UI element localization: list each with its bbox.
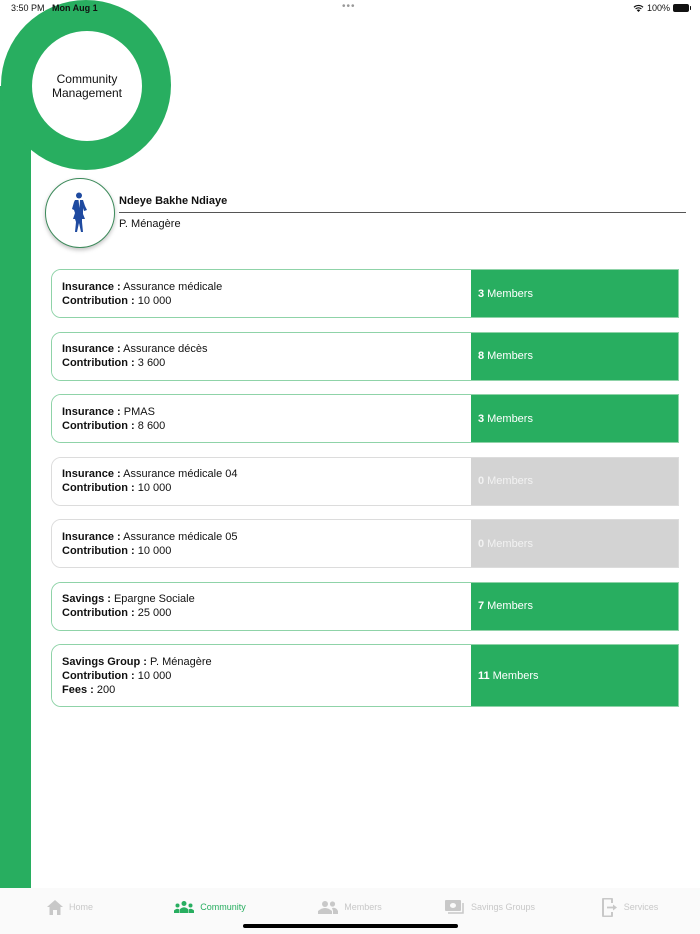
- program-info: [52, 520, 471, 567]
- header-title-container: [32, 31, 142, 141]
- header-ring: [1, 0, 171, 170]
- profile-name: Ndeye Bakhe Ndiaye: [119, 195, 228, 207]
- profile-role: P. Ménagère: [119, 218, 181, 230]
- tab-savings-groups[interactable]: [420, 888, 560, 926]
- services-icon: [602, 898, 618, 917]
- community-icon: [174, 901, 194, 913]
- status-bar: [0, 0, 700, 18]
- program-contribution: Contribution : 25 000: [62, 607, 172, 619]
- program-card[interactable]: [51, 519, 679, 568]
- tab-label: Services: [623, 902, 659, 912]
- battery-percent: 100%: [646, 3, 670, 13]
- program-info: [52, 458, 471, 505]
- status-date: Mon Aug 1: [52, 3, 98, 13]
- program-info: [52, 583, 471, 630]
- members-count-button[interactable]: 3 Members: [471, 270, 678, 317]
- tab-services[interactable]: [560, 888, 700, 926]
- program-card[interactable]: [51, 582, 679, 631]
- members-count-button[interactable]: 7 Members: [471, 583, 678, 630]
- woman-figure-icon: [70, 192, 90, 234]
- tab-community[interactable]: [140, 888, 280, 926]
- page-title-line2: Management: [51, 86, 123, 100]
- status-indicators: [633, 3, 689, 13]
- members-count-button[interactable]: 3 Members: [471, 395, 678, 442]
- program-type: Insurance : Assurance décès: [62, 343, 208, 355]
- side-accent-bar: [0, 86, 31, 888]
- program-card[interactable]: [51, 332, 679, 381]
- battery-icon: [673, 4, 689, 12]
- program-card[interactable]: [51, 644, 679, 707]
- tab-label: Community: [200, 902, 246, 912]
- program-fees: Fees : 200: [62, 683, 116, 696]
- program-card[interactable]: [51, 394, 679, 443]
- program-type: Insurance : Assurance médicale 05: [62, 530, 238, 543]
- members-count-button[interactable]: 8 Members: [471, 333, 678, 380]
- program-type: Savings Group : P. Ménagère: [62, 655, 212, 668]
- program-list: [51, 269, 679, 721]
- program-type: Insurance : PMAS: [62, 405, 155, 418]
- program-type: Insurance : Assurance médicale: [62, 280, 223, 293]
- program-info: [52, 395, 471, 442]
- avatar[interactable]: [45, 178, 115, 248]
- wifi-icon: [633, 4, 644, 12]
- page-title-line1: Community: [56, 72, 118, 86]
- program-info: [52, 333, 471, 380]
- program-contribution: Contribution : 8 600: [62, 419, 166, 432]
- members-count-button[interactable]: 0 Members: [471, 458, 678, 505]
- program-card[interactable]: [51, 457, 679, 506]
- home-icon: [47, 900, 63, 915]
- program-info: [52, 645, 471, 706]
- members-count-button[interactable]: 0 Members: [471, 520, 678, 567]
- program-contribution: Contribution : 10 000: [62, 482, 172, 494]
- members-icon: [318, 901, 338, 914]
- savings-groups-icon: [445, 900, 465, 915]
- tab-label: Members: [344, 902, 382, 912]
- profile-divider: [119, 212, 686, 213]
- members-count-button[interactable]: 11 Members: [471, 645, 678, 706]
- program-type: Insurance : Assurance médicale 04: [62, 468, 238, 480]
- status-time: 3:50 PM: [11, 3, 45, 13]
- program-type: Savings : Epargne Sociale: [62, 593, 195, 605]
- program-contribution: Contribution : 3 600: [62, 357, 166, 369]
- program-contribution: Contribution : 10 000: [62, 544, 172, 557]
- program-contribution: Contribution : 10 000: [62, 294, 172, 307]
- program-info: [52, 270, 471, 317]
- home-indicator[interactable]: [243, 924, 458, 928]
- tab-label: Home: [68, 902, 93, 912]
- program-contribution: Contribution : 10 000: [62, 669, 172, 682]
- tab-home[interactable]: [0, 888, 140, 926]
- tab-label: Savings Groups: [470, 902, 536, 912]
- multitasking-dots-icon[interactable]: •••: [342, 1, 356, 12]
- program-card[interactable]: [51, 269, 679, 318]
- tab-members[interactable]: [280, 888, 420, 926]
- page-title: [52, 72, 122, 100]
